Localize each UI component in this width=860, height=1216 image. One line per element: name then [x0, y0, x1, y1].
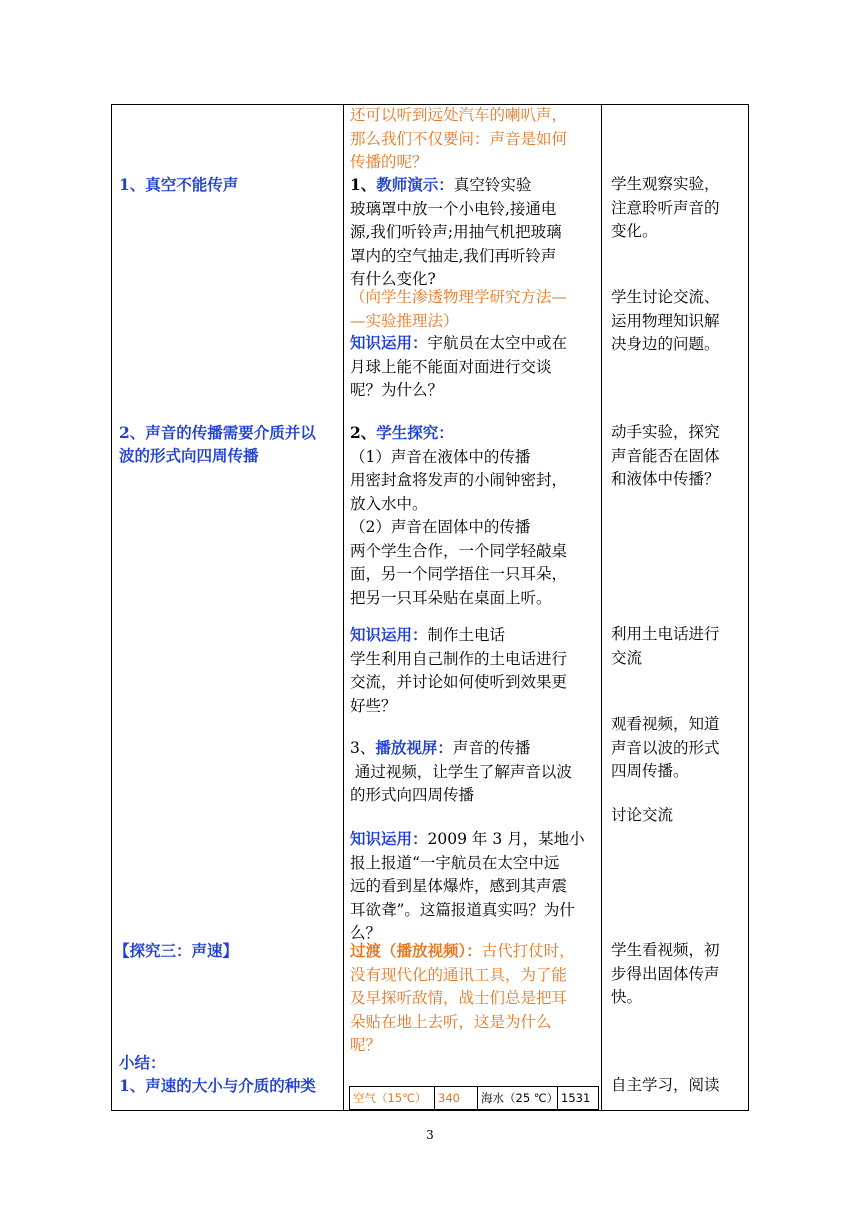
column-divider — [601, 105, 602, 1110]
knowledge-application-1: 知识运用：宇航员在太空中或在 月球上能不能面对面进行交谈 呢？为什么？ — [350, 333, 568, 399]
student-activity-4: 利用土电话进行 交流 — [611, 625, 720, 667]
knowledge-application-3: 知识运用：2009 年 3 月，某地小 报上报道“一宇航员在太空中远 远的看到星体爆炸，感到其声震 耳欲聋”。这篇报道真实吗？为什 么？ — [350, 829, 585, 942]
summary-item1: 1、声速的大小与介质的种类 — [119, 1076, 316, 1095]
topic-medium-line2: 波的形式向四周传播 — [119, 446, 259, 465]
student-activity-2: 学生讨论交流、 运用物理知识解 决身边的问题。 — [611, 288, 720, 353]
sound-speed-table — [349, 1086, 599, 1110]
intro-text: 还可以听到远处汽车的喇叭声， 那么我们不仅要问：声音是如何 传播的呢？ — [350, 106, 568, 171]
knowledge-application-2: 知识运用：制作土电话 学生利用自己制作的土电话进行 交流，并讨论如何使听到效果更 好些？ — [350, 625, 568, 715]
teacher-demo: 1、教师演示：真空铃实验 玻璃罩中放一个小电铃,接通电 源,我们听铃声;用抽气机把玻璃 罩内的空气抽走,我们再听铃声 有什么变化? — [350, 175, 562, 288]
transition-text: 过渡（播放视频）：古代打仗时， 没有现代化的通讯工具，为了能 及早探听敌情，战士们总是把耳 朵贴在地上去听，这是为什么 呢？ — [350, 941, 575, 1054]
student-activity-3: 动手实验，探究 声音能否在固体 和液体中传播？ — [611, 423, 720, 488]
topic-sound-speed: 【探究三：声速】 — [114, 941, 239, 960]
page-number: 3 — [426, 1128, 434, 1142]
summary-heading: 小结： — [119, 1053, 166, 1072]
air-value: 340 — [438, 1091, 460, 1105]
column-divider — [343, 105, 344, 1110]
sea-value: 1531 — [561, 1091, 591, 1105]
method-note: （向学生渗透物理学研究方法— —实验推理法） — [350, 288, 568, 330]
video-play: 3、播放视屏：声音的传播 通过视频，让学生了解声音以波 的形式向四周传播 — [350, 738, 572, 804]
student-activity-5: 观看视频，知道 声音以波的形式 四周传播。 — [611, 715, 720, 780]
topic-medium-line1: 2、声音的传播需要介质并以 — [119, 423, 316, 442]
student-activity-6: 讨论交流 — [611, 806, 674, 824]
sea-label: 海水（25 ℃） — [481, 1091, 559, 1105]
student-activity-8: 自主学习，阅读 — [611, 1076, 720, 1094]
air-label: 空气（15℃） — [353, 1091, 427, 1105]
student-activity-7: 学生看视频，初 步得出固体传声 快。 — [611, 941, 720, 1006]
student-activity-1: 学生观察实验， 注意聆听声音的 变化。 — [611, 175, 720, 240]
topic-vacuum: 1、真空不能传声 — [119, 175, 239, 194]
student-explore: 2、学生探究： （1）声音在液体中的传播 用密封盒将发声的小闹钟密封， 放入水中。 （2）声音在固体中的传播 两个学生合作，一个同学轻敲桌 面，另一个同学捂住一只耳朵， 把另一只耳朵贴在桌面上听。 — [350, 423, 568, 607]
